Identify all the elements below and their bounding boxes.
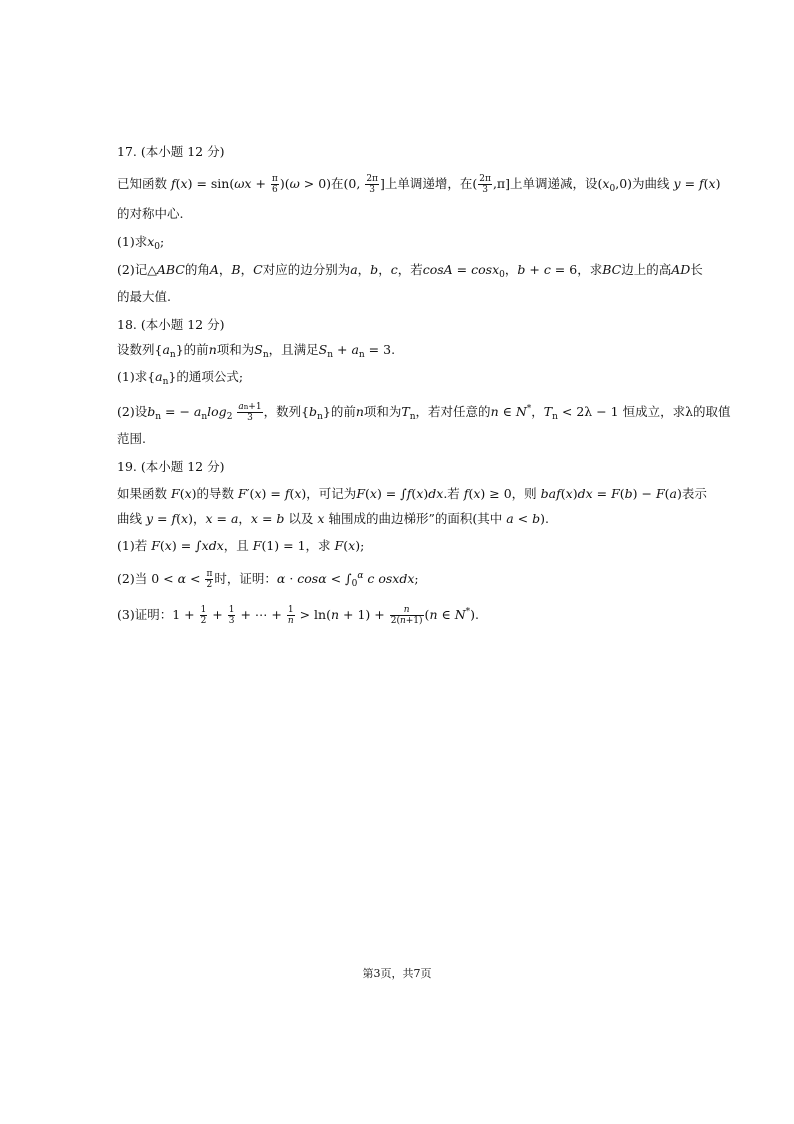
q17-part2: (2)记△ABC的角A，B，C对应的边分别为a，b，c，若cosA = cosx$_0$，b + c = 6，求BC边上的高AD长 [117, 262, 703, 280]
q18-stem: 设数列$\{a_n\}$的前n项和为$S_n$，且满足$S_n + a_n = 3$. [117, 342, 396, 360]
q19-stem-cont: 曲线 y = f(x)，x = a，x = b 以及 x 轴围成的曲边梯形”的面积(其中 a < b). [117, 511, 549, 526]
q19-part1: (1)若 F(x) = ∫xdx，且 F(1) = 1，求 F(x); [117, 538, 365, 553]
q17-stem-cont: 的对称中心. [117, 206, 184, 221]
q17-stem: 已知函数 f(x) = sin(ωx + $\frac{\pi}{6}$ )(ω > 0)在(0, $\frac{2\pi}{3}$ ]上单调递增，在( $\frac{2\pi}{3}$ ,π]上单调递减，设$(x_0,0)$为曲线 y = f(x) [117, 174, 721, 195]
q19-stem: 如果函数 F(x)的导数 F′(x) = f(x)，可记为F(x) = ∫f(x)dx.若 f(x) ≥ 0，则 baf(x)dx = F(b) − F(a)表示 [117, 486, 707, 501]
q17-part1: (1)求$x_0$; [117, 234, 165, 252]
q18-part2: (2)设$b_n$ = − $a_n\log_2$ $\frac{an+1}{3}$ ，数列$\{b_n\}$的前n项和为$T_n$，若对任意的n ∈ N*，$T_n < 2\lambda - 1$ 恒成立，求λ的取值 [117, 402, 731, 423]
page-footer: 第3页，共7页 [362, 967, 432, 980]
q18-part2-cont: 范围. [117, 431, 146, 446]
q17-title: 17. (本小题 12 分) [117, 144, 225, 159]
q18-part1: (1)求$\{a_n\}$的通项公式; [117, 369, 244, 387]
q19-part3: (3)证明：1 + $\frac{1}{2}$ + $\frac{1}{3}$ + ⋯ + $\frac{1}{n}$ > ln(n + 1) + $\frac{n}{2(n+1)}$ (n ∈ N*). [117, 605, 479, 626]
q17-part2-cont: 的最大值. [117, 289, 171, 304]
q19-title: 19. (本小题 12 分) [117, 459, 225, 474]
q18-title: 18. (本小题 12 分) [117, 317, 225, 332]
q19-part2: (2)当 0 < α < $\frac{\pi}{2}$ 时，证明：$\alpha \cdot \cos\alpha < \int_0^\alpha$ c osxdx; [117, 569, 419, 590]
